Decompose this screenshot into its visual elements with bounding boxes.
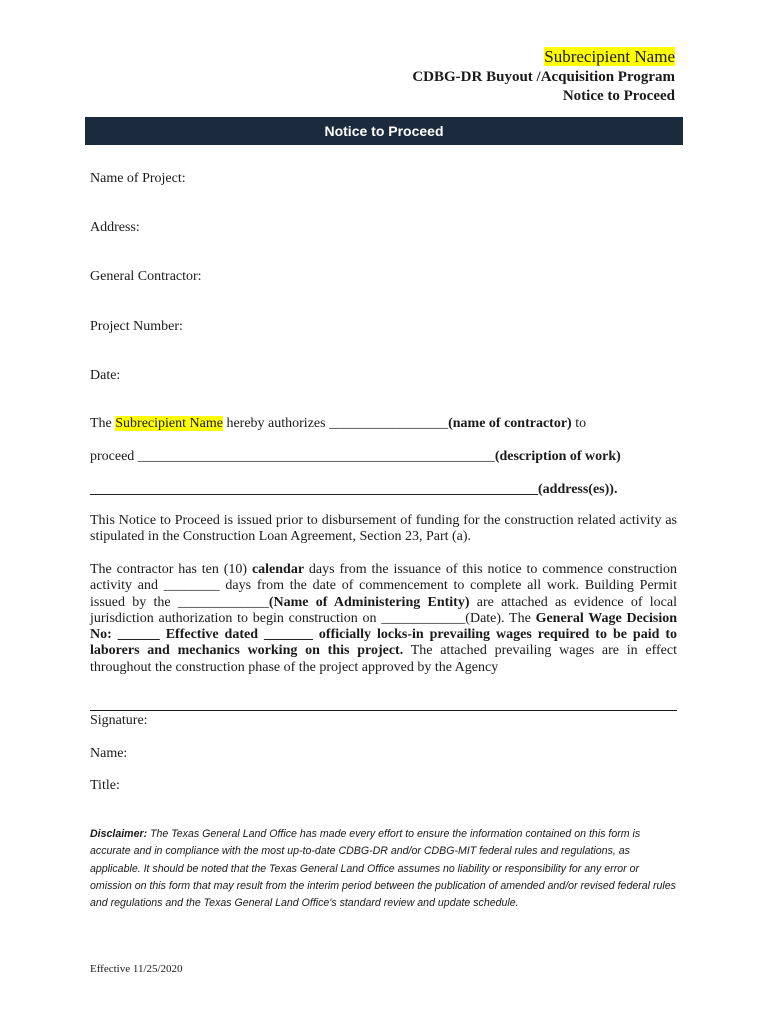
name-label: Name: <box>90 746 128 761</box>
subrecipient-highlight: Subrecipient Name <box>544 47 675 66</box>
disclaimer <box>90 826 680 912</box>
p2-text-2: days from the issuance of this notice to commence construction activity and ________ days from the date of commencement to complete all work. Building Permit issued by the _____________ <box>90 562 677 610</box>
p2-text-1: The contractor has ten (10) <box>90 562 252 577</box>
p2-text-4: The attached prevailing wages are in effect throughout the construction phase of the project approved by the Agency <box>90 643 678 675</box>
funding-paragraph: This Notice to Proceed is issued prior to disbursement of funding for the construction related activity as stipulated in the Construction Loan Agreement, Section 23, Part (a). <box>90 513 677 545</box>
signature-rule <box>90 710 677 711</box>
field-date: Date: <box>90 368 121 383</box>
title-label: Title: <box>90 778 120 793</box>
proceed-line <box>90 448 621 465</box>
auth-subrecipient: Subrecipient Name <box>115 416 223 431</box>
p2-calendar: calendar <box>251 562 305 577</box>
auth-authorizes: hereby authorizes _________________ <box>222 416 449 431</box>
header-form-title: Notice to Proceed <box>562 88 675 104</box>
authorization-line <box>90 415 586 432</box>
field-project-number: Project Number: <box>90 319 183 334</box>
field-project-name: Name of Project: <box>90 171 186 186</box>
proceed-blank: proceed ___________________________________________________ <box>90 449 495 464</box>
p2-wage-decision: General Wage Decision No: ______ Effective dated _______ officially locks-in prevailing wages required to be paid to laborers and mechanics working on this project. <box>90 610 677 659</box>
address-line <box>90 481 617 498</box>
auth-to: to <box>571 416 587 431</box>
section-banner: Notice to Proceed <box>85 117 683 145</box>
contractor-paragraph <box>90 562 677 676</box>
p2-text-3: are attached as evidence of local jurisdiction authorization to begin construction on ____________(Date). The <box>90 594 677 626</box>
p2-entity: (Name of Administering Entity) <box>268 594 470 610</box>
signature-label: Signature: <box>90 713 148 728</box>
footer-effective-date: Effective 11/25/2020 <box>90 963 183 975</box>
field-general-contractor: General Contractor: <box>90 269 202 284</box>
disclaimer-label: Disclaimer: <box>90 828 148 840</box>
header-program-title: CDBG-DR Buyout /Acquisition Program <box>412 69 675 85</box>
address-label: (address(es)). <box>538 482 618 497</box>
auth-contractor-label: (name of contractor) <box>448 416 572 431</box>
auth-the: The <box>90 416 116 431</box>
field-address: Address: <box>90 220 140 235</box>
disclaimer-text: The Texas General Land Office has made every effort to ensure the information contained on this form is accurate and in compliance with the most up-to-date CDBG-DR and/or CDBG-MIT federal rules and regulations, as applicable. It should be noted that the Texas General Land Office assumes no liability or responsibility for any error or omission on this form that may result from the interim period between the publication of amended and/or revised federal rules and regulations and the Texas General Land Office's standard review and update schedule. <box>90 828 676 910</box>
address-blank: ________________________________________________________________ <box>90 482 538 497</box>
header-subrecipient-name <box>544 46 675 68</box>
work-label: (description of work) <box>494 449 621 464</box>
